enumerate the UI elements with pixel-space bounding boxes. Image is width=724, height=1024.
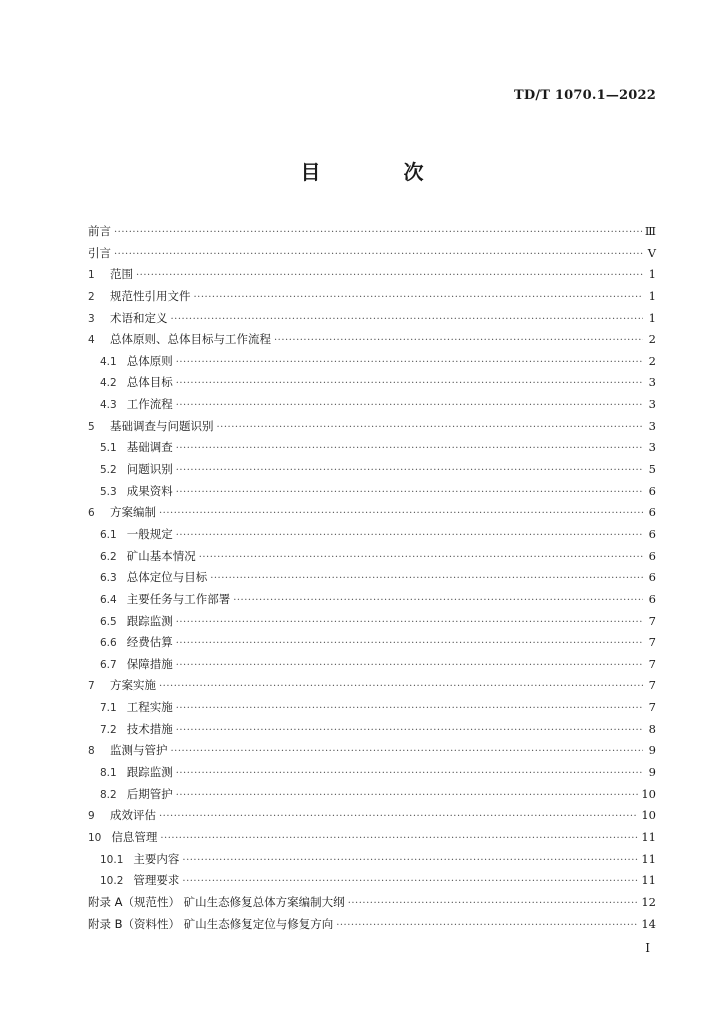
- toc-entry-number: 10.2: [100, 875, 124, 888]
- toc-entry-label: 工作流程: [126, 397, 173, 412]
- toc-entry[interactable]: [88, 502, 656, 524]
- toc-leader-dots: [114, 222, 642, 244]
- toc-entry-label: 跟踪监测: [126, 765, 173, 780]
- toc-entry-number: 5: [88, 420, 95, 433]
- toc-entry-number: 5.1: [100, 442, 117, 455]
- toc-entry-label: 引言: [88, 245, 111, 260]
- toc-leader-dots: [176, 655, 643, 677]
- page-title: 目 次: [300, 160, 462, 184]
- toc-entry-label: 总体原则: [126, 353, 173, 368]
- toc-entry-label: 工程实施: [126, 700, 173, 715]
- toc-entry-page: 6: [648, 570, 656, 585]
- toc-entry[interactable]: [88, 264, 656, 286]
- toc-entry-page: 1: [648, 310, 656, 325]
- toc-entry-page: 6: [648, 548, 656, 563]
- toc-entry-page: 7: [648, 613, 656, 628]
- toc-leader-dots: [159, 806, 638, 828]
- toc-entry-page: 7: [648, 656, 656, 671]
- toc-entry-label: 基础调查: [126, 440, 173, 455]
- toc-entry-page: 14: [641, 916, 656, 931]
- toc-leader-dots: [136, 265, 643, 287]
- toc-entry-number: 5.2: [100, 464, 117, 477]
- toc-entry[interactable]: [88, 308, 656, 330]
- toc-entry-number: 8.2: [100, 788, 117, 801]
- toc-entry-number: 7.2: [100, 723, 117, 736]
- toc-leader-dots: [171, 309, 644, 331]
- toc-entry-label: 总体原则、总体目标与工作流程: [110, 332, 271, 347]
- toc-leader-dots: [160, 828, 638, 850]
- toc-leader-dots: [176, 633, 643, 655]
- toc-leader-dots: [176, 785, 639, 807]
- table-of-contents: [88, 221, 656, 935]
- toc-entry[interactable]: [88, 437, 656, 459]
- toc-entry-number: 7.1: [100, 702, 117, 715]
- toc-entry[interactable]: [88, 675, 656, 697]
- toc-entry[interactable]: [88, 481, 656, 503]
- toc-leader-dots: [176, 373, 643, 395]
- toc-entry-number: 5.3: [100, 485, 117, 498]
- toc-entry-page: 11: [641, 829, 656, 844]
- toc-entry-page: 9: [648, 765, 656, 780]
- toc-entry-page: 11: [641, 851, 656, 866]
- toc-entry-label: 后期管护: [126, 786, 173, 801]
- toc-entry[interactable]: [88, 740, 656, 762]
- toc-entry[interactable]: [88, 286, 656, 308]
- toc-entry[interactable]: [88, 870, 656, 892]
- toc-entry-number: 4.2: [100, 377, 117, 390]
- toc-entry[interactable]: [88, 827, 656, 849]
- document-code: TD/T 1070.1—2022: [513, 88, 656, 103]
- toc-entry[interactable]: [88, 394, 656, 416]
- toc-leader-dots: [159, 503, 643, 525]
- toc-entry[interactable]: [88, 243, 656, 265]
- toc-entry-page: Ⅴ: [647, 245, 656, 260]
- toc-leader-dots: [194, 287, 644, 309]
- toc-entry[interactable]: [88, 351, 656, 373]
- toc-leader-dots: [176, 438, 643, 460]
- toc-entry-number: 9: [88, 810, 95, 823]
- toc-entry[interactable]: [88, 697, 656, 719]
- toc-leader-dots: [176, 612, 643, 634]
- toc-entry-page: 3: [648, 397, 656, 412]
- toc-entry-page: 3: [648, 375, 656, 390]
- toc-entry-page: 3: [648, 418, 656, 433]
- toc-entry-number: 8: [88, 745, 95, 758]
- toc-entry-label: 总体目标: [126, 375, 173, 390]
- toc-entry-number: 4.1: [100, 355, 117, 368]
- toc-entry-label: 附录 A（规范性） 矿山生态修复总体方案编制大纲: [88, 894, 345, 909]
- toc-entry-label: 范围: [110, 267, 133, 282]
- toc-entry-page: 10: [641, 786, 656, 801]
- toc-leader-dots: [176, 460, 643, 482]
- toc-entry-number: 6.7: [100, 658, 117, 671]
- toc-entry[interactable]: [88, 546, 656, 568]
- toc-entry[interactable]: [88, 654, 656, 676]
- toc-entry-page: 3: [648, 440, 656, 455]
- toc-entry-number: 8.1: [100, 767, 117, 780]
- toc-entry-page: 1: [648, 288, 656, 303]
- toc-entry-label: 一般规定: [126, 526, 173, 541]
- toc-entry-number: 10: [88, 831, 102, 844]
- toc-entry-page: 1: [648, 267, 656, 282]
- toc-entry-page: 7: [648, 635, 656, 650]
- toc-entry-number: 4: [88, 334, 95, 347]
- toc-entry[interactable]: [88, 567, 656, 589]
- toc-leader-dots: [233, 590, 643, 612]
- toc-entry-label: 矿山基本情况: [126, 548, 196, 563]
- toc-entry-label: 总体定位与目标: [126, 570, 208, 585]
- toc-entry[interactable]: [88, 892, 656, 914]
- toc-entry-page: 7: [648, 678, 656, 693]
- toc-entry-label: 主要任务与工作部署: [126, 591, 231, 606]
- toc-entry-label: 保障措施: [126, 656, 173, 671]
- toc-entry-page: 8: [648, 721, 656, 736]
- toc-entry[interactable]: [88, 372, 656, 394]
- toc-entry-page: Ⅲ: [644, 224, 656, 238]
- toc-entry-page: 6: [648, 505, 656, 520]
- toc-entry-label: 方案编制: [110, 505, 156, 520]
- toc-entry[interactable]: [88, 221, 656, 243]
- toc-entry-number: 6: [88, 507, 95, 520]
- toc-entry-label: 技术措施: [126, 721, 173, 736]
- toc-entry[interactable]: [88, 589, 656, 611]
- toc-entry-label: 规范性引用文件: [110, 288, 191, 303]
- toc-entry-page: 12: [641, 894, 656, 909]
- toc-entry-number: 2: [88, 290, 95, 303]
- toc-entry-label: 成效评估: [110, 808, 156, 823]
- toc-entry[interactable]: [88, 459, 656, 481]
- toc-entry-page: 9: [648, 743, 656, 758]
- toc-entry[interactable]: [88, 762, 656, 784]
- toc-leader-dots: [348, 893, 639, 915]
- toc-entry-label: 经费估算: [126, 635, 173, 650]
- toc-leader-dots: [217, 417, 644, 439]
- toc-entry-number: 6.4: [100, 593, 117, 606]
- toc-entry-number: 10.1: [100, 853, 124, 866]
- toc-entry-label: 前言: [88, 224, 111, 238]
- toc-leader-dots: [176, 698, 643, 720]
- toc-leader-dots: [176, 395, 643, 417]
- toc-entry-page: 2: [648, 353, 656, 368]
- toc-entry-label: 方案实施: [110, 678, 156, 693]
- toc-entry-number: 3: [88, 312, 95, 325]
- toc-entry-number: 6.5: [100, 615, 117, 628]
- toc-leader-dots: [274, 330, 643, 352]
- toc-entry[interactable]: [88, 914, 656, 936]
- toc-entry-label: 信息管理: [111, 829, 158, 844]
- toc-entry-number: 6.1: [100, 528, 117, 541]
- toc-entry-label: 附录 B（资料性） 矿山生态修复定位与修复方向: [88, 916, 334, 931]
- toc-entry[interactable]: [88, 632, 656, 654]
- toc-leader-dots: [182, 850, 638, 872]
- toc-leader-dots: [176, 763, 643, 785]
- toc-entry-label: 术语和定义: [110, 310, 168, 325]
- page-number: I: [645, 941, 650, 955]
- toc-leader-dots: [176, 482, 643, 504]
- toc-leader-dots: [171, 741, 644, 763]
- toc-entry[interactable]: [88, 611, 656, 633]
- toc-leader-dots: [210, 568, 643, 590]
- toc-entry-label: 监测与管护: [110, 743, 168, 758]
- toc-leader-dots: [159, 676, 643, 698]
- toc-entry[interactable]: [88, 524, 656, 546]
- toc-entry-page: 5: [648, 462, 656, 477]
- toc-entry-number: 7: [88, 680, 95, 693]
- toc-entry[interactable]: [88, 416, 656, 438]
- toc-entry[interactable]: [88, 719, 656, 741]
- toc-leader-dots: [114, 244, 643, 266]
- toc-leader-dots: [336, 915, 638, 937]
- toc-entry-number: 6.6: [100, 637, 117, 650]
- toc-entry-label: 成果资料: [126, 483, 173, 498]
- toc-entry-label: 基础调查与问题识别: [110, 418, 214, 433]
- toc-leader-dots: [199, 547, 643, 569]
- toc-leader-dots: [176, 720, 643, 742]
- toc-entry-label: 问题识别: [126, 462, 173, 477]
- toc-entry-page: 11: [641, 873, 656, 888]
- toc-entry-page: 2: [648, 332, 656, 347]
- toc-entry-label: 主要内容: [133, 851, 180, 866]
- toc-leader-dots: [176, 525, 643, 547]
- toc-entry[interactable]: [88, 329, 656, 351]
- toc-entry[interactable]: [88, 849, 656, 871]
- toc-leader-dots: [176, 352, 643, 374]
- toc-entry-number: 6.3: [100, 572, 117, 585]
- toc-entry-number: 4.3: [100, 399, 117, 412]
- toc-entry-page: 10: [641, 808, 656, 823]
- toc-entry-label: 跟踪监测: [126, 613, 173, 628]
- toc-leader-dots: [182, 871, 638, 893]
- toc-entry-page: 7: [648, 700, 656, 715]
- toc-entry-number: 6.2: [100, 550, 117, 563]
- toc-entry-page: 6: [648, 591, 656, 606]
- toc-entry[interactable]: [88, 784, 656, 806]
- toc-entry-page: 6: [648, 526, 656, 541]
- toc-entry-number: 1: [88, 269, 95, 282]
- toc-entry[interactable]: [88, 805, 656, 827]
- toc-entry-label: 管理要求: [133, 873, 180, 888]
- toc-entry-page: 6: [648, 483, 656, 498]
